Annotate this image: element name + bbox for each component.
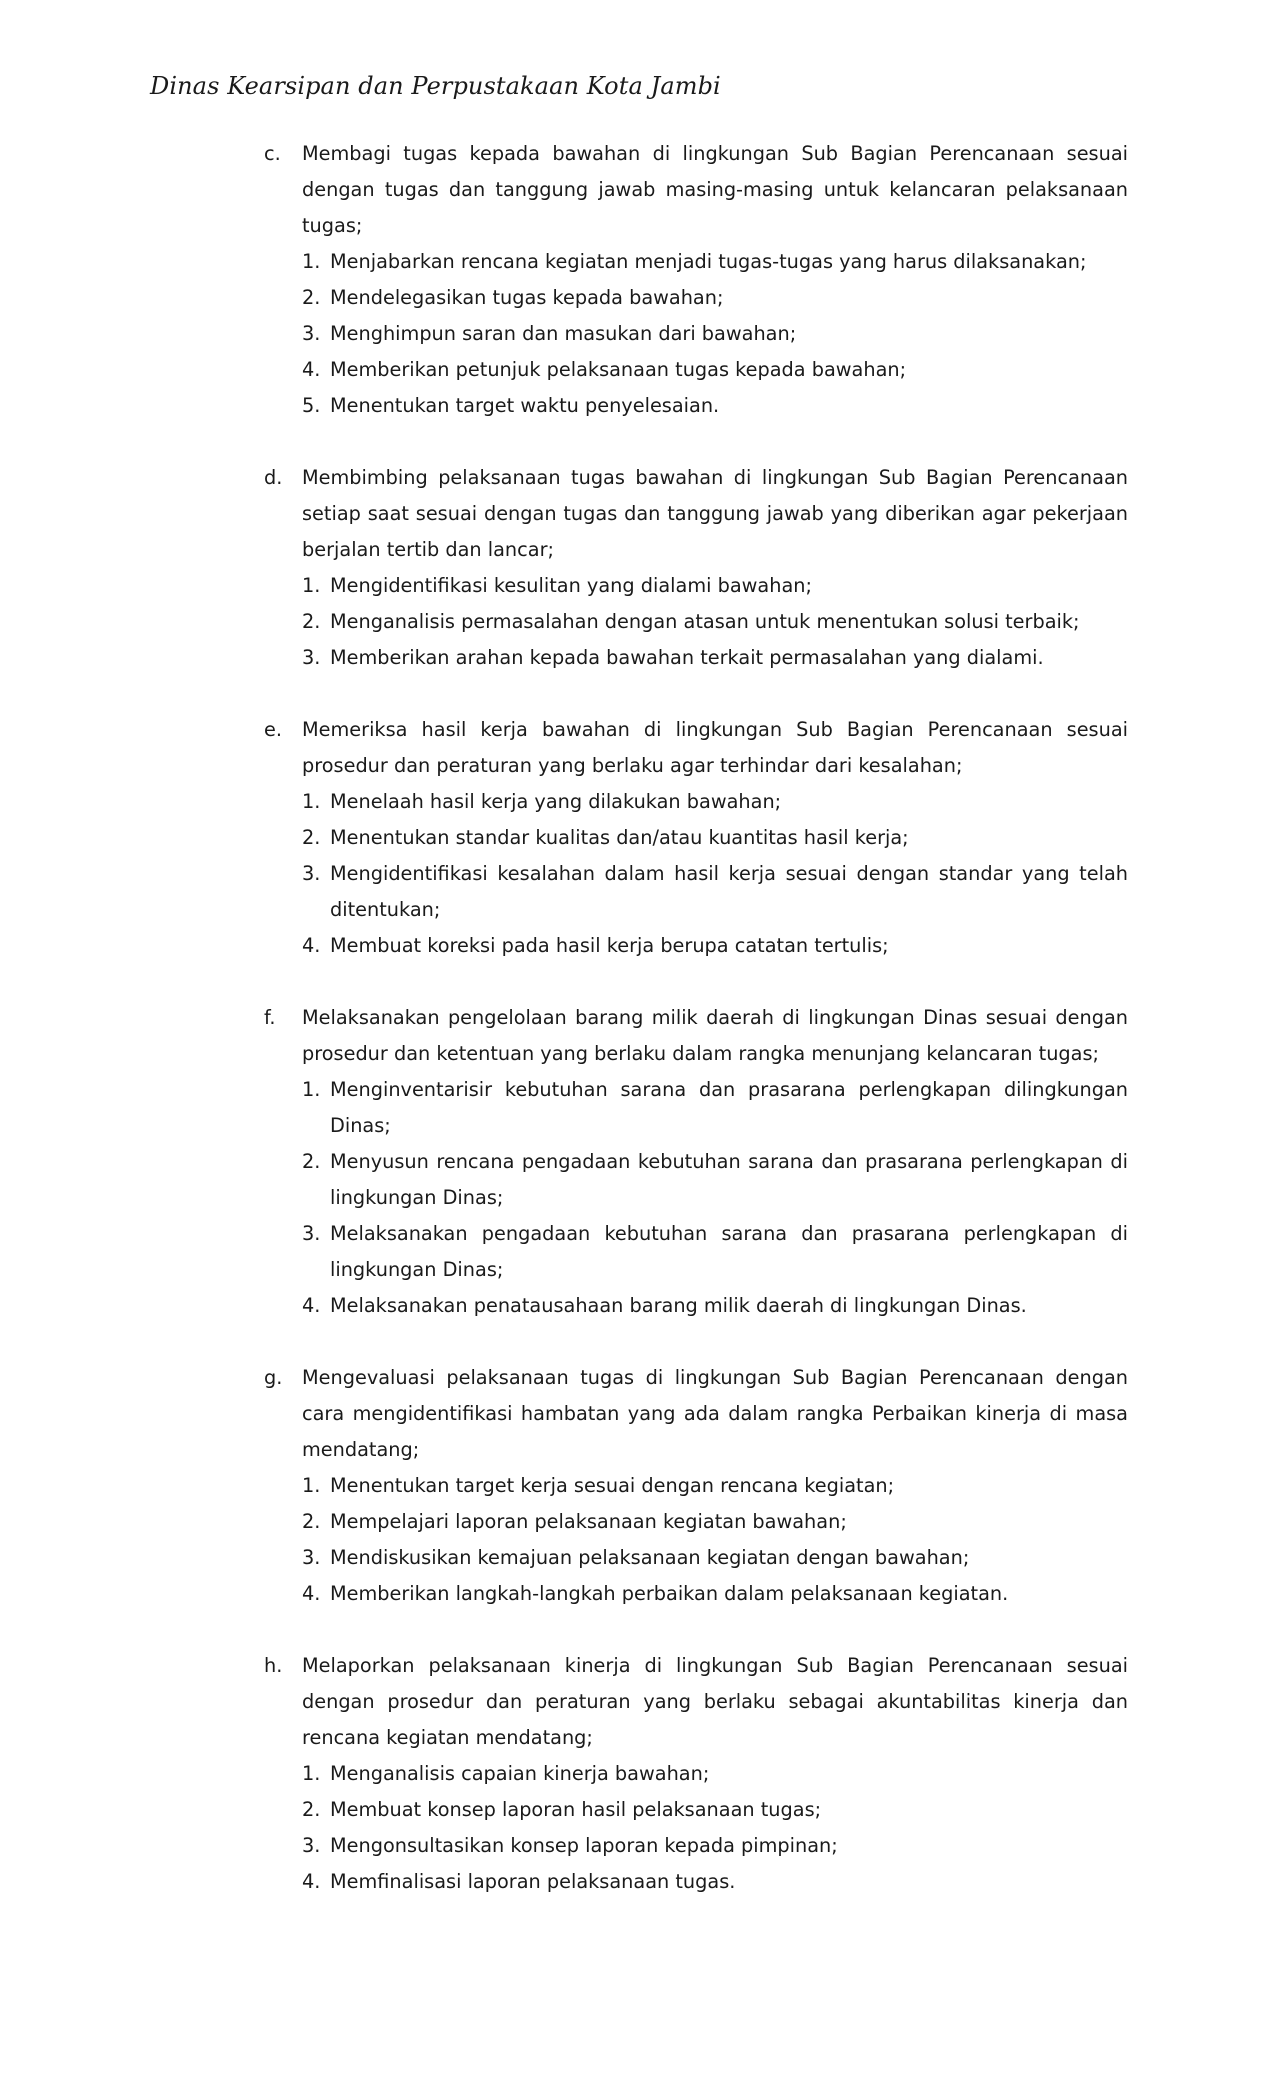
list-item xyxy=(302,604,1128,640)
list-number: 4. xyxy=(302,358,321,381)
list-item-text: Mendelegasikan tugas kepada bawahan; xyxy=(330,286,724,309)
list-item xyxy=(302,244,1128,280)
list-number: 1. xyxy=(302,574,321,597)
item-text: Melaporkan pelaksanaan kinerja di lingkungan Sub Bagian Perencanaan sesuai dengan prosedur dan peraturan yang berlaku sebagai akuntabilitas kinerja dan rencana kegiatan mendatang; xyxy=(302,1654,1128,1749)
list-number: 5. xyxy=(302,394,321,417)
item-letter: d. xyxy=(264,466,283,489)
list-number: 3. xyxy=(302,646,321,669)
list-item-text: Menganalisis capaian kinerja bawahan; xyxy=(330,1762,710,1785)
list-item-text: Menentukan target kerja sesuai dengan rencana kegiatan; xyxy=(330,1474,895,1497)
list-item xyxy=(302,1828,1128,1864)
list-number: 3. xyxy=(302,322,321,345)
list-number: 4. xyxy=(302,1582,321,1605)
list-number: 4. xyxy=(302,1294,321,1317)
list-item-text: Mengonsultasikan konsep laporan kepada pimpinan; xyxy=(330,1834,838,1857)
item-text: Memeriksa hasil kerja bawahan di lingkungan Sub Bagian Perencanaan sesuai prosedur dan peraturan yang berlaku agar terhindar dari kesalahan; xyxy=(302,718,1128,777)
list-item-text: Membuat konsep laporan hasil pelaksanaan tugas; xyxy=(330,1798,822,1821)
item-letter: g. xyxy=(264,1366,283,1389)
list-item-text: Menyusun rencana pengadaan kebutuhan sarana dan prasarana perlengkapan di lingkungan Dinas; xyxy=(330,1150,1128,1209)
list-item xyxy=(302,388,1128,424)
list-item xyxy=(302,856,1128,928)
page-header: Dinas Kearsipan dan Perpustakaan Kota Jambi xyxy=(150,72,721,100)
item-text: Mengevaluasi pelaksanaan tugas di lingkungan Sub Bagian Perencanaan dengan cara mengidentifikasi hambatan yang ada dalam rangka Perbaikan kinerja di masa mendatang; xyxy=(302,1366,1128,1461)
list-number: 1. xyxy=(302,790,321,813)
list-item-text: Menganalisis permasalahan dengan atasan untuk menentukan solusi terbaik; xyxy=(330,610,1080,633)
list-number: 4. xyxy=(302,934,321,957)
list-item-text: Memberikan langkah-langkah perbaikan dalam pelaksanaan kegiatan. xyxy=(330,1582,1009,1605)
list-item xyxy=(302,784,1128,820)
list-item xyxy=(302,1072,1128,1144)
task-item-c xyxy=(264,136,1128,424)
list-item-text: Menentukan standar kualitas dan/atau kuantitas hasil kerja; xyxy=(330,826,909,849)
list-item-text: Memfinalisasi laporan pelaksanaan tugas. xyxy=(330,1870,736,1893)
item-text: Melaksanakan pengelolaan barang milik daerah di lingkungan Dinas sesuai dengan prosedur dan ketentuan yang berlaku dalam rangka menunjang kelancaran tugas; xyxy=(302,1006,1128,1065)
item-text: Membagi tugas kepada bawahan di lingkungan Sub Bagian Perencanaan sesuai dengan tugas dan tanggung jawab masing-masing untuk kelancaran pelaksanaan tugas; xyxy=(302,142,1128,237)
list-item-text: Mendiskusikan kemajuan pelaksanaan kegiatan dengan bawahan; xyxy=(330,1546,970,1569)
subtask-list xyxy=(302,784,1128,964)
list-item xyxy=(302,1216,1128,1288)
list-number: 2. xyxy=(302,1150,321,1173)
list-item-text: Menelaah hasil kerja yang dilakukan bawahan; xyxy=(330,790,782,813)
list-item xyxy=(302,1756,1128,1792)
list-item-text: Mengidentifikasi kesulitan yang dialami bawahan; xyxy=(330,574,812,597)
list-item-text: Memberikan petunjuk pelaksanaan tugas kepada bawahan; xyxy=(330,358,907,381)
list-item xyxy=(302,1864,1128,1900)
list-item xyxy=(302,1540,1128,1576)
list-item-text: Mempelajari laporan pelaksanaan kegiatan bawahan; xyxy=(330,1510,847,1533)
item-letter: c. xyxy=(264,142,281,165)
list-item xyxy=(302,820,1128,856)
list-item-text: Menginventarisir kebutuhan sarana dan prasarana perlengkapan dilingkungan Dinas; xyxy=(330,1078,1128,1137)
list-number: 2. xyxy=(302,1798,321,1821)
list-item xyxy=(302,280,1128,316)
task-list xyxy=(264,136,1128,1936)
subtask-list xyxy=(302,1756,1128,1900)
task-item-e xyxy=(264,712,1128,964)
task-item-d xyxy=(264,460,1128,676)
list-item xyxy=(302,928,1128,964)
item-text: Membimbing pelaksanaan tugas bawahan di lingkungan Sub Bagian Perencanaan setiap saat sesuai dengan tugas dan tanggung jawab yang diberikan agar pekerjaan berjalan tertib dan lancar; xyxy=(302,466,1128,561)
list-number: 3. xyxy=(302,1834,321,1857)
list-number: 2. xyxy=(302,826,321,849)
item-letter: e. xyxy=(264,718,282,741)
list-number: 3. xyxy=(302,1546,321,1569)
list-item-text: Menentukan target waktu penyelesaian. xyxy=(330,394,720,417)
list-item xyxy=(302,1792,1128,1828)
list-item xyxy=(302,1504,1128,1540)
list-item-text: Menjabarkan rencana kegiatan menjadi tugas-tugas yang harus dilaksanakan; xyxy=(330,250,1087,273)
list-item xyxy=(302,640,1128,676)
subtask-list xyxy=(302,1072,1128,1324)
subtask-list xyxy=(302,568,1128,676)
list-item-text: Membuat koreksi pada hasil kerja berupa catatan tertulis; xyxy=(330,934,889,957)
list-item xyxy=(302,352,1128,388)
list-item-text: Mengidentifikasi kesalahan dalam hasil kerja sesuai dengan standar yang telah ditentukan; xyxy=(330,862,1128,921)
list-item xyxy=(302,1288,1128,1324)
list-number: 2. xyxy=(302,1510,321,1533)
list-item-text: Menghimpun saran dan masukan dari bawahan; xyxy=(330,322,797,345)
list-item xyxy=(302,1144,1128,1216)
list-item xyxy=(302,568,1128,604)
item-letter: h. xyxy=(264,1654,283,1677)
list-number: 3. xyxy=(302,1222,321,1245)
list-number: 3. xyxy=(302,862,321,885)
list-number: 2. xyxy=(302,610,321,633)
list-item xyxy=(302,316,1128,352)
list-item xyxy=(302,1576,1128,1612)
list-number: 1. xyxy=(302,1078,321,1101)
list-number: 1. xyxy=(302,1762,321,1785)
task-item-g xyxy=(264,1360,1128,1612)
list-item-text: Melaksanakan penatausahaan barang milik daerah di lingkungan Dinas. xyxy=(330,1294,1027,1317)
list-number: 2. xyxy=(302,286,321,309)
task-item-h xyxy=(264,1648,1128,1900)
task-item-f xyxy=(264,1000,1128,1324)
list-item-text: Melaksanakan pengadaan kebutuhan sarana dan prasarana perlengkapan di lingkungan Dinas; xyxy=(330,1222,1128,1281)
item-letter: f. xyxy=(264,1006,276,1029)
list-number: 1. xyxy=(302,250,321,273)
list-item-text: Memberikan arahan kepada bawahan terkait permasalahan yang dialami. xyxy=(330,646,1044,669)
list-number: 4. xyxy=(302,1870,321,1893)
subtask-list xyxy=(302,244,1128,424)
subtask-list xyxy=(302,1468,1128,1612)
list-item xyxy=(302,1468,1128,1504)
list-number: 1. xyxy=(302,1474,321,1497)
